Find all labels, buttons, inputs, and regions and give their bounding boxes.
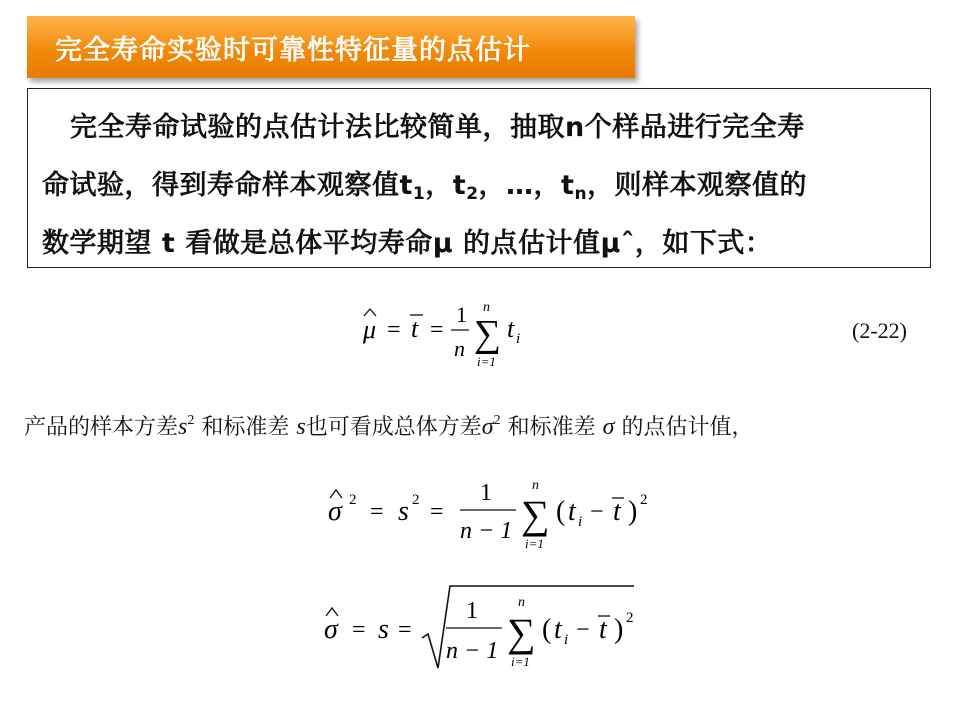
formula-s: s: [378, 614, 389, 645]
fraction-denominator: n: [454, 336, 465, 361]
formula-term-sub: i: [516, 331, 521, 347]
symbol-s: s: [178, 414, 188, 440]
sum-upper-limit: n: [483, 300, 490, 315]
sum-sigma-icon: ∑: [507, 610, 536, 655]
symbol-mu-hat: μˆ: [600, 228, 635, 259]
sum-upper-limit: n: [518, 595, 525, 610]
symbol-mu: μ: [432, 228, 454, 259]
formula-s: s: [398, 496, 409, 527]
fraction-numerator: 1: [480, 480, 492, 506]
formula-sup: 2: [349, 492, 357, 508]
symbol-t1: $t_1$: [399, 170, 426, 204]
intro-text: 个样品进行完全寿: [584, 112, 805, 143]
intro-line-1: [42, 99, 916, 157]
formula-t: t: [411, 314, 419, 343]
intro-text: 完全寿命试验的点估计法比较简单，抽取: [70, 112, 565, 143]
intro-line-2: [42, 157, 916, 215]
formula-sup: 2: [626, 610, 634, 626]
intro-text: 命试验，得到寿命样本观察值: [42, 170, 400, 201]
intro-box: [27, 88, 931, 268]
intro-text: ，: [425, 170, 453, 201]
formula-mean-estimate: [355, 296, 545, 372]
sum-sigma-icon: ∑: [521, 492, 550, 537]
intro-text: ，…，: [478, 170, 562, 201]
symbol-tn: $t_n$: [561, 170, 588, 204]
symbol-t: t: [161, 228, 176, 259]
formula-term-t: t: [507, 314, 515, 343]
formula-sub: i: [578, 514, 583, 530]
symbol-s: s: [296, 414, 306, 440]
page-title: 完全寿命实验时可靠性特征量的点估计: [55, 34, 531, 66]
fraction-numerator: 1: [456, 302, 467, 327]
paren-open: (: [542, 614, 552, 645]
fraction-numerator: 1: [466, 598, 478, 624]
intro-line-3: [42, 215, 916, 273]
formula-sup: 2: [412, 492, 420, 508]
sum-lower-limit: i=1: [477, 354, 496, 369]
formula-lhs-mu: μ: [363, 315, 377, 344]
formula-tbar: t: [613, 496, 621, 527]
fraction-denominator: n − 1: [460, 518, 513, 544]
intro-text: n: [565, 112, 585, 143]
formula-t: t: [568, 496, 576, 527]
formula-tbar: t: [599, 614, 607, 645]
intro-text: ，如下式：: [634, 228, 773, 259]
formula-variance-estimate: [322, 474, 662, 554]
symbol-t2: $t_2$: [452, 170, 479, 204]
formula-minus: −: [590, 499, 604, 525]
formula-lhs-sigma: σ: [324, 614, 338, 645]
formula-equals: =: [430, 317, 444, 343]
title-banner: [27, 16, 635, 78]
formula-equals: =: [370, 499, 384, 525]
formula-equals: =: [398, 617, 412, 643]
paren-close: ): [628, 496, 638, 527]
symbol-sigma: σ: [602, 414, 615, 440]
formula-equals: =: [387, 317, 401, 343]
sum-sigma-icon: ∑: [474, 313, 502, 355]
formula-equals: =: [352, 617, 366, 643]
sum-upper-limit: n: [532, 478, 539, 493]
formula-sup: 2: [640, 492, 648, 508]
intro-text: 的点估计值: [463, 228, 601, 259]
equation-number: (2-22): [852, 318, 907, 343]
formula-sub: i: [564, 632, 569, 648]
formula-t: t: [554, 614, 562, 645]
intro-text: 数学期望: [42, 228, 152, 259]
formula-std-estimate: [318, 582, 648, 674]
formula-minus: −: [576, 617, 590, 643]
formula-lhs-sigma: σ: [328, 496, 342, 527]
sum-lower-limit: i=1: [525, 536, 544, 551]
paren-close: ): [614, 614, 624, 645]
symbol-sigma: σ: [481, 414, 494, 440]
formula-equals: =: [430, 499, 444, 525]
variance-note: 产品的样本方差$s^2$ 和标准差 s也可看成总体方差$\sigma^2$ 和标准差 σ 的点估计值，: [24, 413, 754, 440]
intro-text: 看做是总体平均寿命: [185, 228, 433, 259]
paren-open: (: [556, 496, 566, 527]
fraction-denominator: n − 1: [446, 638, 499, 664]
sum-lower-limit: i=1: [511, 654, 530, 669]
intro-text: ，则样本观察值的: [587, 170, 808, 201]
